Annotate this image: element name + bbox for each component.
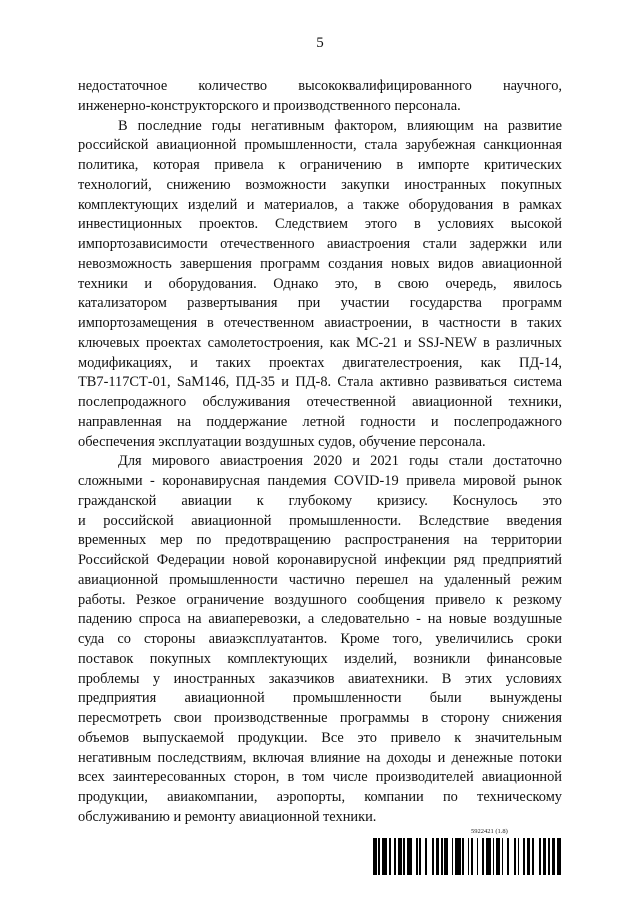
barcode-icon [373, 838, 563, 875]
text-line: инженерно-конструкторского и производственного персонала. [78, 97, 461, 114]
text-line: временных мер по предотвращению распространения на территории [78, 532, 562, 549]
text-line: проблемы у иностранных заказчиков авиатехники. В этих условиях [78, 670, 562, 687]
text-line: негативным последствиям, включая влияние на доходы и денежные потоки [78, 749, 562, 766]
paragraph [78, 452, 562, 827]
text-line: ТВ7-117СТ-01, SaM146, ПД-35 и ПД-8. Стала активно развиваться система [78, 374, 562, 391]
text-line: Для мирового авиастроения 2020 и 2021 годы стали достаточно [118, 453, 562, 470]
text-line: российской авиационной промышленности, стала зарубежная санкционная [78, 137, 562, 154]
text-line: техники и оборудования. Однако это, в свою очередь, явилось [78, 275, 562, 292]
text-line: объемов выпускаемой продукции. Все это привело к значительным [78, 729, 562, 746]
text-line: импортозависимости отечественного авиастроения стали задержки или [78, 236, 562, 252]
text-line: поставок покупных комплектующих изделий, возникли финансовые [78, 650, 562, 667]
text-line: послепродажного обслуживания отечественной авиационной техники, [78, 394, 562, 410]
text-line: продукции, авиакомпании, аэропорты, компании по техническому [78, 789, 562, 805]
text-line: всех заинтересованных сторон, в том числе производителей авиационной [78, 769, 562, 786]
text-line: суда со стороны авиаэксплуатантов. Кроме того, увеличились сроки [78, 631, 562, 647]
text-line: политика, которая привела к ограничению в импорте критических [78, 157, 562, 173]
page-number: 5 [316, 35, 324, 51]
text-line: импортозамещения в отечественном авиастроении, в частности в таких [78, 315, 562, 331]
text-line: направленная на поддержание летной годности и послепродажного [78, 413, 562, 430]
text-line: комплектующих изделий и материалов, а также оборудования в рамках [78, 196, 562, 213]
text-line: обслуживанию и ремонту авиационной техники. [78, 808, 377, 825]
text-line: обеспечения эксплуатации воздушных судов, обучение персонала. [78, 433, 486, 450]
text-line: катализатором развертывания при участии государства программ [78, 295, 562, 312]
text-line: технологий, снижению возможности закупки иностранных покупных [78, 176, 562, 193]
text-line: предприятия авиационной промышленности были вынуждены [78, 690, 562, 707]
text-line: гражданской авиации к глубокому кризису. Коснулось это [78, 492, 562, 509]
text-line: Российской Федерации новой коронавирусной инфекции ряд предприятий [78, 552, 562, 568]
text-line: невозможность завершения программ создания новых видов авиационной [78, 255, 562, 272]
text-line: падению спроса на авиаперевозки, а следовательно - на новые воздушные [78, 611, 562, 628]
body-text [78, 77, 562, 828]
paragraph [78, 77, 562, 117]
paragraph [78, 117, 562, 453]
text-line: ключевых проектах самолетостроения, как МС-21 и SSJ-NEW в различных [78, 334, 562, 351]
text-line: и российской авиационной промышленности. Вследствие введения [78, 512, 562, 529]
text-line: авиационной промышленности частично перешел на удаленный режим [78, 571, 562, 588]
text-line: сложными - коронавирусная пандемия COVID-19 привела мировой рынок [78, 473, 562, 489]
text-line: модификациях, и таких проектах двигателестроения, как ПД-14, [78, 354, 562, 371]
document-barcode [373, 828, 563, 876]
text-line: инвестиционных проектов. Следствием этого в условиях высокой [78, 216, 562, 233]
text-line: работы. Резкое ограничение воздушного сообщения привело к резкому [78, 591, 562, 608]
text-line: недостаточное количество высококвалифицированного научного, [78, 78, 562, 94]
text-line: пересмотреть свои производственные программы в сторону снижения [78, 710, 562, 726]
text-line: В последние годы негативным фактором, влияющим на развитие [118, 117, 562, 134]
barcode-caption: 5922421 (1.8) [471, 828, 508, 835]
